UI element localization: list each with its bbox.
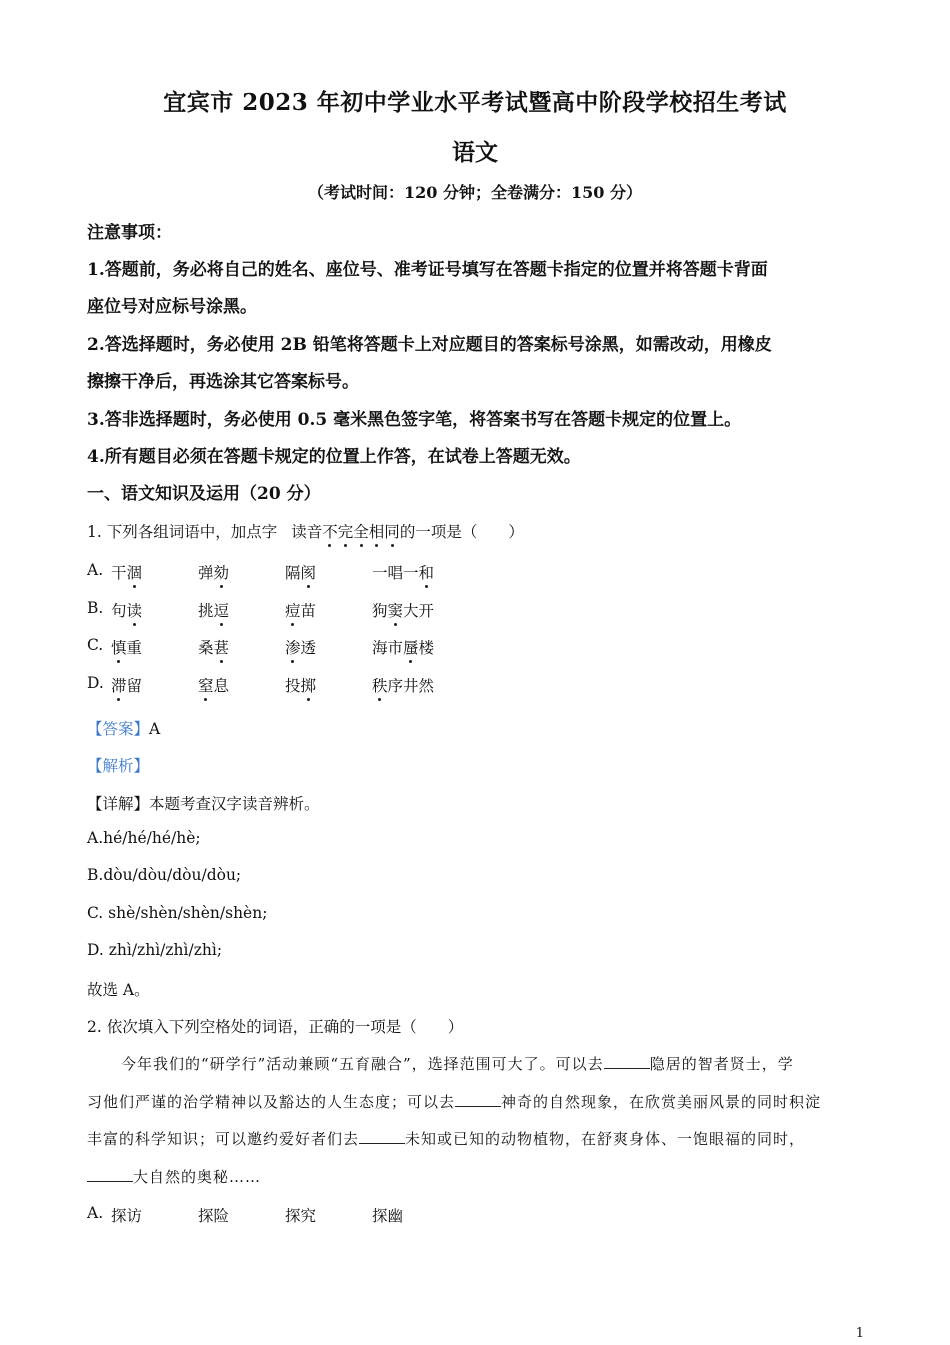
fill-blank (455, 1092, 501, 1107)
option-label: A. (87, 561, 104, 579)
q1-pinyin-c: C. shè/shèn/shèn/shèn; (87, 904, 268, 922)
q2-passage-line-3: 丰富的科学知识；可以邀约爱好者们去 未知或已知的动物植物，在舒爽身体、一饱眼福的同时， (87, 1130, 806, 1148)
option-word: 探究 (285, 1207, 317, 1225)
q1-pinyin-b: B.dòu/dòu/dòu/dòu; (87, 866, 242, 884)
option-word: 慎重 (111, 636, 142, 658)
note-1-line-2: 座位号对应标号涂黑。 (87, 297, 257, 317)
q2-passage-line-1: 今年我们的“研学行”活动兼顾“五育融合”，选择范围可大了。可以去 隐居的智者贤士，学 (121, 1055, 794, 1073)
option-word: 痘苗 (285, 599, 316, 621)
option-word: 渗透 (285, 636, 316, 658)
notes-heading: 注意事项： (87, 223, 172, 243)
note-2-line-1: 2.答选择题时，务必使用 2B 铅笔将答题卡上对应题目的答案标号涂黑，如需改动，用橡皮 (87, 335, 772, 355)
q1-stem: 1. 下列各组词语中，加点字 读音不完全相同的一项是（ ） (87, 520, 524, 542)
page-number: 1 (855, 1326, 864, 1341)
fill-blank (87, 1167, 133, 1182)
option-word: 海市蜃楼 (372, 636, 434, 658)
option-word: 秩序井然 (372, 674, 434, 696)
option-word: 投掷 (285, 674, 316, 696)
q2-passage-line-4: 大自然的奥秘…… (87, 1166, 862, 1187)
option-word: 探访 (111, 1207, 143, 1225)
option-label: C. (87, 636, 104, 654)
option-word: 干涸 (111, 561, 142, 583)
option-word: 滞留 (111, 674, 142, 696)
q1-analysis-tag: 【解析】 (87, 757, 150, 775)
fill-blank (359, 1129, 405, 1144)
q2-passage-line-2: 习他们严谨的治学精神以及豁达的人生态度；可以去 神奇的自然现象，在欣赏美丽风景的同时积淀 (87, 1093, 822, 1111)
subject-title: 语文 (452, 139, 498, 166)
option-word: 桑葚 (198, 636, 229, 658)
option-word: 隔阂 (285, 561, 316, 583)
option-word: 探险 (198, 1207, 230, 1225)
option-word: 一唱一和 (372, 561, 434, 583)
option-label: B. (87, 599, 104, 617)
q1-answer: 【答案】A (87, 720, 161, 738)
note-3: 3.答非选择题时，务必使用 0.5 毫米黑色签字笔，将答案书写在答题卡规定的位置上。 (87, 410, 742, 430)
exam-title: 宜宾市 2023 年初中学业水平考试暨高中阶段学校招生考试 (163, 89, 787, 116)
q1-pinyin-d: D. zhì/zhì/zhì/zhì; (87, 941, 223, 959)
q1-detail: 【详解】本题考查汉字读音辨析。 (87, 795, 320, 813)
q2-stem: 2. 依次填入下列空格处的词语，正确的一项是（ ） (87, 1018, 464, 1036)
note-2-line-2: 擦擦干净后，再选涂其它答案标号。 (87, 372, 359, 392)
option-word: 句读 (111, 599, 142, 621)
option-word: 弹劾 (198, 561, 229, 583)
note-1-line-1: 1.答题前，务必将自己的姓名、座位号、准考证号填写在答题卡指定的位置并将答题卡背面 (87, 260, 768, 280)
q1-pinyin-a: A.hé/hé/hé/hè; (87, 829, 201, 847)
section-1-heading: 一、语文知识及运用（20 分） (87, 484, 321, 504)
option-word: 狗窦大开 (372, 599, 434, 621)
option-word: 探幽 (372, 1207, 404, 1225)
option-word: 窒息 (198, 674, 229, 696)
q1-conclusion: 故选 A。 (87, 981, 150, 999)
option-label: A. (87, 1204, 104, 1222)
exam-info: （考试时间：120 分钟；全卷满分：150 分） (308, 183, 642, 202)
note-4: 4.所有题目必须在答题卡规定的位置上作答，在试卷上答题无效。 (87, 447, 581, 467)
fill-blank (604, 1054, 650, 1069)
option-label: D. (87, 674, 104, 692)
option-word: 挑逗 (198, 599, 229, 621)
